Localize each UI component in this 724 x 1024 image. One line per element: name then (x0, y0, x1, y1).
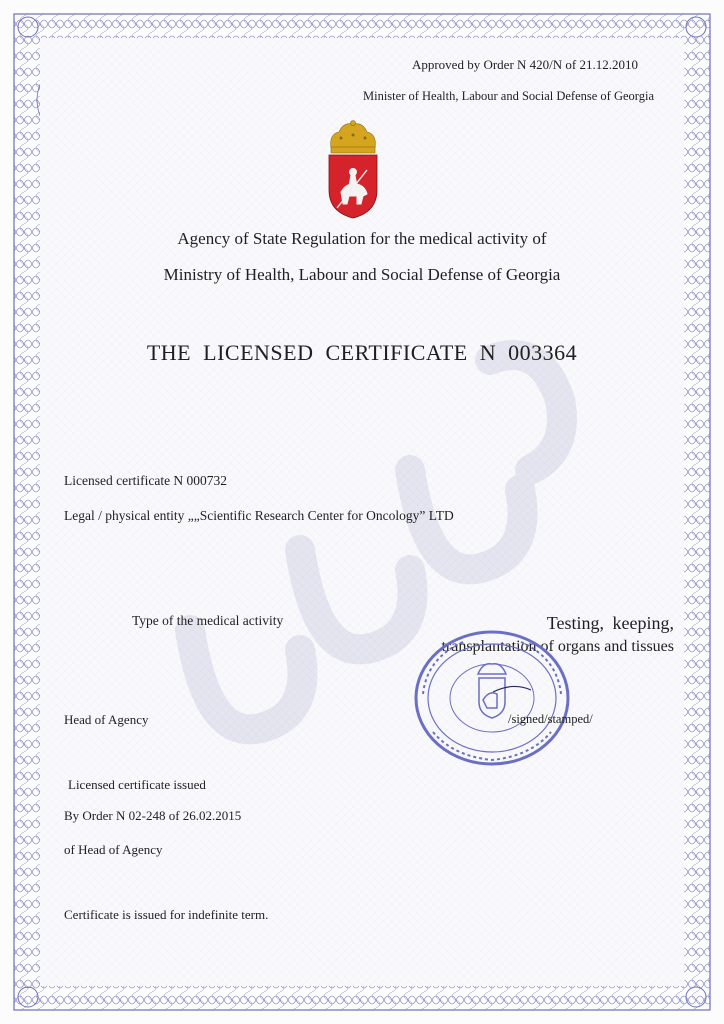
agency-line-2: Ministry of Health, Labour and Social Defense of Georgia (163, 265, 561, 284)
of-head-of-agency: of Head of Agency (64, 842, 163, 857)
legal-entity: Legal / physical entity „„Scientific Research Center for Oncology” LTD (64, 508, 454, 523)
certificate-title: THE LICENSED CERTIFICATE N 003364 (146, 340, 578, 365)
approved-order: Approved by Order N 420/N of 21.12.2010 (411, 57, 638, 72)
georgia-coat-of-arms-icon (325, 120, 381, 220)
licensed-certificate-number: Licensed certificate N 000732 (64, 473, 228, 488)
minister-title: Minister of Health, Labour and Social Defense of Georgia (363, 89, 654, 103)
official-stamp-icon (413, 628, 571, 768)
signed-stamped-note: /signed/stamped/ (508, 712, 593, 726)
issued-label: Licensed certificate issued (68, 777, 206, 792)
activity-type-value-line-2: transplantation of organs and tissues (441, 638, 674, 655)
agency-line-1: Agency of State Regulation for the medical activity of (177, 229, 547, 248)
issuing-order: By Order N 02-248 of 26.02.2015 (64, 808, 242, 823)
activity-type-label: Type of the medical activity (132, 613, 284, 628)
head-of-agency-label: Head of Agency (64, 712, 149, 727)
certificate-term: Certificate is issued for indefinite term. (64, 907, 269, 922)
activity-type-value-line-1: Testing, keeping, (546, 613, 674, 633)
